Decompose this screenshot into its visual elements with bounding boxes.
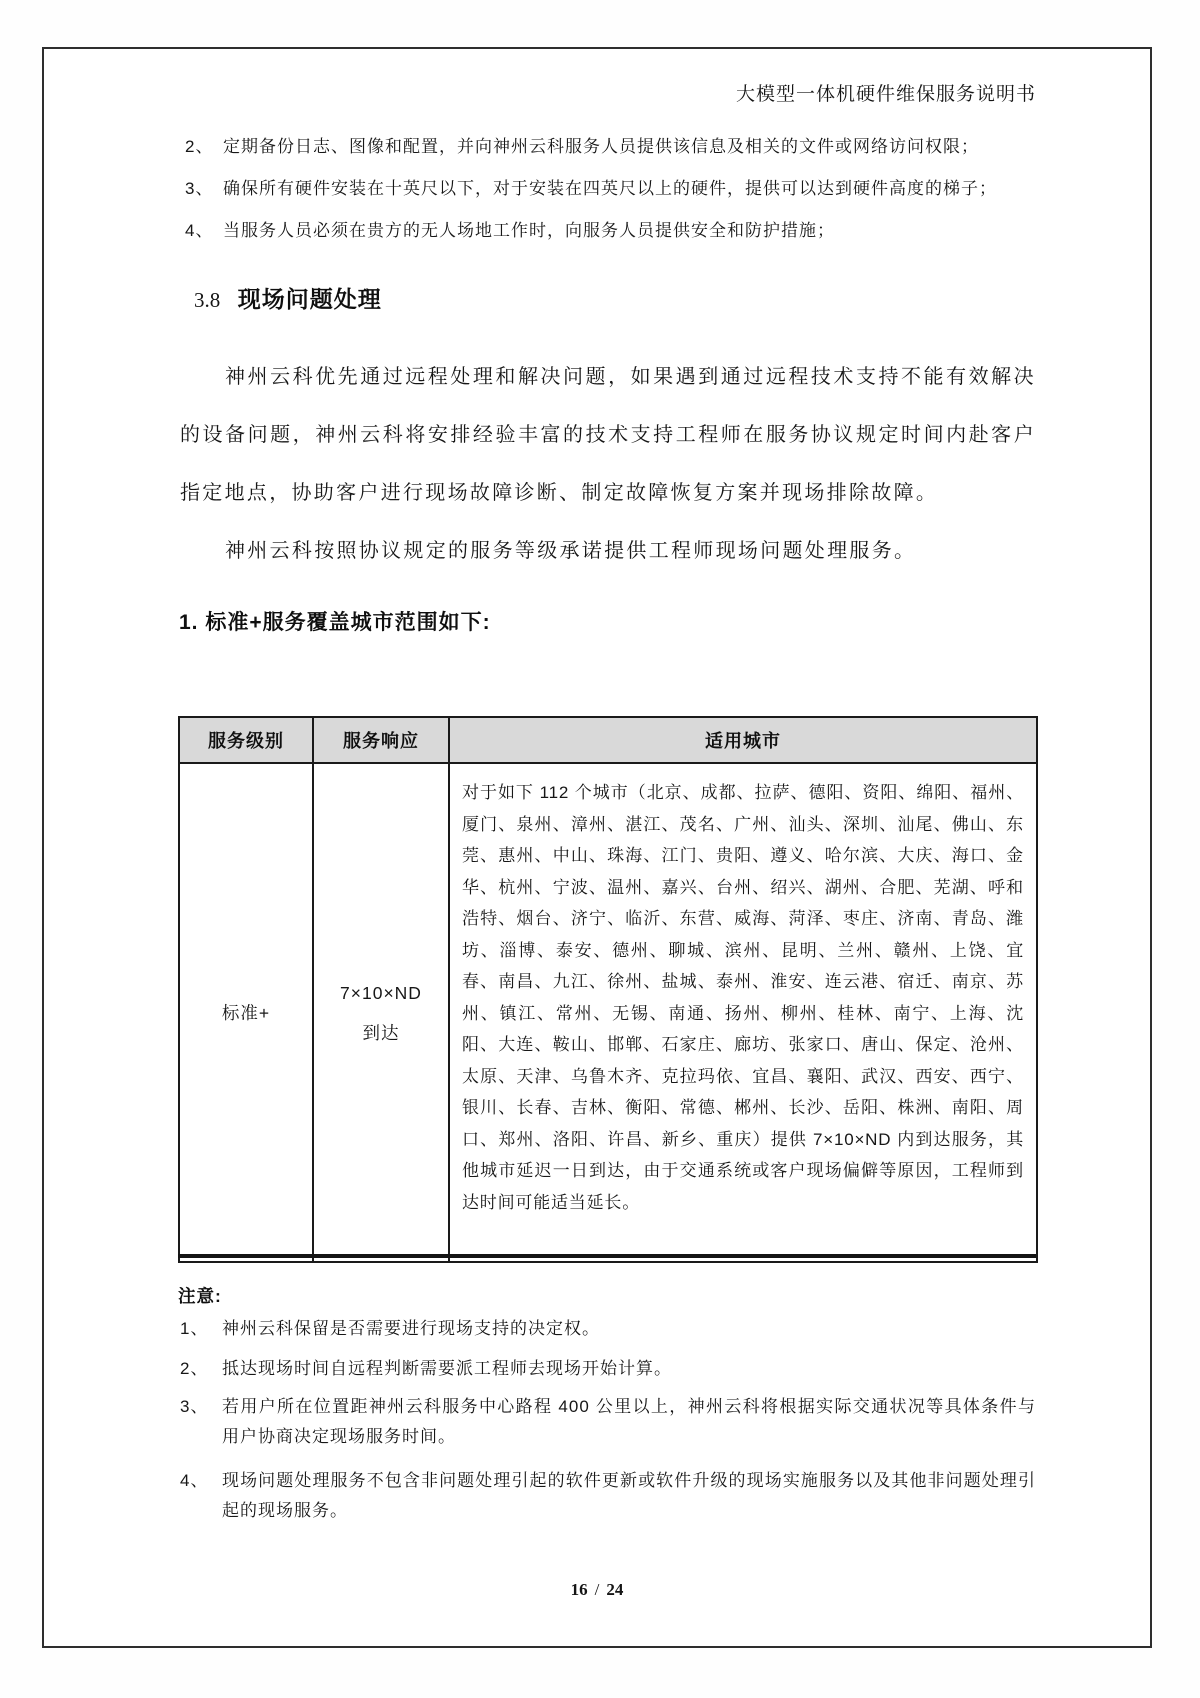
list-item — [185, 177, 1065, 200]
list-item-text: 确保所有硬件安装在十英尺以下，对于安装在四英尺以上的硬件，提供可以达到硬件高度的梯子； — [223, 179, 997, 198]
list-item-number: 4、 — [185, 221, 214, 240]
document-header-title: 大模型一体机硬件维保服务说明书 — [735, 84, 1036, 105]
cell-service-level: 标准+ — [179, 763, 313, 1262]
cell-applicable-cities: 对于如下 112 个城市（北京、成都、拉萨、德阳、资阳、绵阳、福州、厦门、泉州、漳州、湛江、茂名、广州、汕头、深圳、汕尾、佛山、东莞、惠州、中山、珠海、江门、贵阳、遵义、哈尔滨、大庆、海口、金华、杭州、宁波、温州、嘉兴、台州、绍兴、湖州、合肥、芜湖、呼和浩特、烟台、济宁、临沂、东营、威海、菏泽、枣庄、济南、青岛、潍坊、淄博、泰安、德州、聊城、滨州、昆明、兰州、赣州、上饶、宜春、南昌、九江、徐州、盐城、泰州、淮安、连云港、宿迁、南京、苏州、镇江、常州、无锡、南通、扬州、柳州、桂林、南宁、上海、沈阳、大连、鞍山、邯郸、石家庄、廊坊、张家口、唐山、保定、沧州、太原、天津、乌鲁木齐、克拉玛依、宜昌、襄阳、武汉、西安、西宁、银川、长春、吉林、衡阳、常德、郴州、长沙、岳阳、株洲、南阳、周口、郑州、洛阳、许昌、新乡、重庆）提供 7×10×ND 内到达服务，其他城市延迟一日到达，由于交通系统或客户现场偏僻等原因，工程师到达时间可能适当延长。 — [449, 763, 1037, 1262]
note-item — [180, 1354, 1036, 1384]
list-item-number: 2、 — [185, 137, 214, 156]
note-number: 2、 — [180, 1359, 209, 1378]
list-item — [185, 135, 1065, 158]
note-number: 4、 — [180, 1471, 209, 1490]
response-line-1: 7×10×ND — [340, 982, 422, 1003]
page-number-current: 16 — [570, 1580, 588, 1599]
page-number — [42, 1580, 1152, 1600]
coverage-subheading: 1. 标准+服务覆盖城市范围如下: — [179, 611, 491, 634]
note-text: 抵达现场时间自远程判断需要派工程师去现场开始计算。 — [222, 1359, 672, 1378]
note-number: 1、 — [180, 1319, 209, 1338]
cell-service-response — [313, 763, 449, 1262]
notes-title: 注意: — [178, 1286, 222, 1306]
body-paragraph: 神州云科优先通过远程处理和解决问题，如果遇到通过远程技术支持不能有效解决的设备问题，神州云科将安排经验丰富的技术支持工程师在服务协议规定时间内赴客户指定地点，协助客户进行现场故障诊断、制定故障恢复方案并现场排除故障。 — [180, 366, 1036, 504]
list-item — [185, 219, 1065, 242]
section-divider-rule — [178, 1254, 1036, 1258]
list-item-text: 定期备份日志、图像和配置，并向神州云科服务人员提供该信息及相关的文件或网络访问权限； — [223, 137, 979, 156]
list-item-number: 3、 — [185, 179, 214, 198]
service-coverage-table — [178, 716, 1038, 1263]
col-header-service-level: 服务级别 — [179, 717, 313, 763]
note-text: 若用户所在位置距神州云科服务中心路程 400 公里以上，神州云科将根据实际交通状况等具体条件与用户协商决定现场服务时间。 — [222, 1397, 1036, 1446]
section-number: 3.8 — [194, 288, 221, 312]
list-item-text: 当服务人员必须在贵方的无人场地工作时，向服务人员提供安全和防护措施； — [223, 221, 835, 240]
note-number: 3、 — [180, 1397, 209, 1416]
table-row — [179, 763, 1037, 1262]
section-heading — [194, 281, 382, 314]
response-line-2: 到达 — [362, 1022, 400, 1043]
note-item — [180, 1392, 1036, 1452]
table-header-row — [179, 717, 1037, 763]
col-header-service-response: 服务响应 — [313, 717, 449, 763]
note-text: 神州云科保留是否需要进行现场支持的决定权。 — [222, 1319, 600, 1338]
body-paragraph: 神州云科按照协议规定的服务等级承诺提供工程师现场问题处理服务。 — [225, 540, 917, 562]
section-title: 现场问题处理 — [237, 286, 382, 312]
note-item — [180, 1466, 1036, 1526]
note-text: 现场问题处理服务不包含非问题处理引起的软件更新或软件升级的现场实施服务以及其他非问题处理引起的现场服务。 — [222, 1471, 1036, 1520]
page-number-total: 24 — [606, 1580, 624, 1599]
col-header-applicable-cities: 适用城市 — [449, 717, 1037, 763]
note-item — [180, 1314, 1036, 1344]
page-number-separator: / — [594, 1580, 600, 1599]
